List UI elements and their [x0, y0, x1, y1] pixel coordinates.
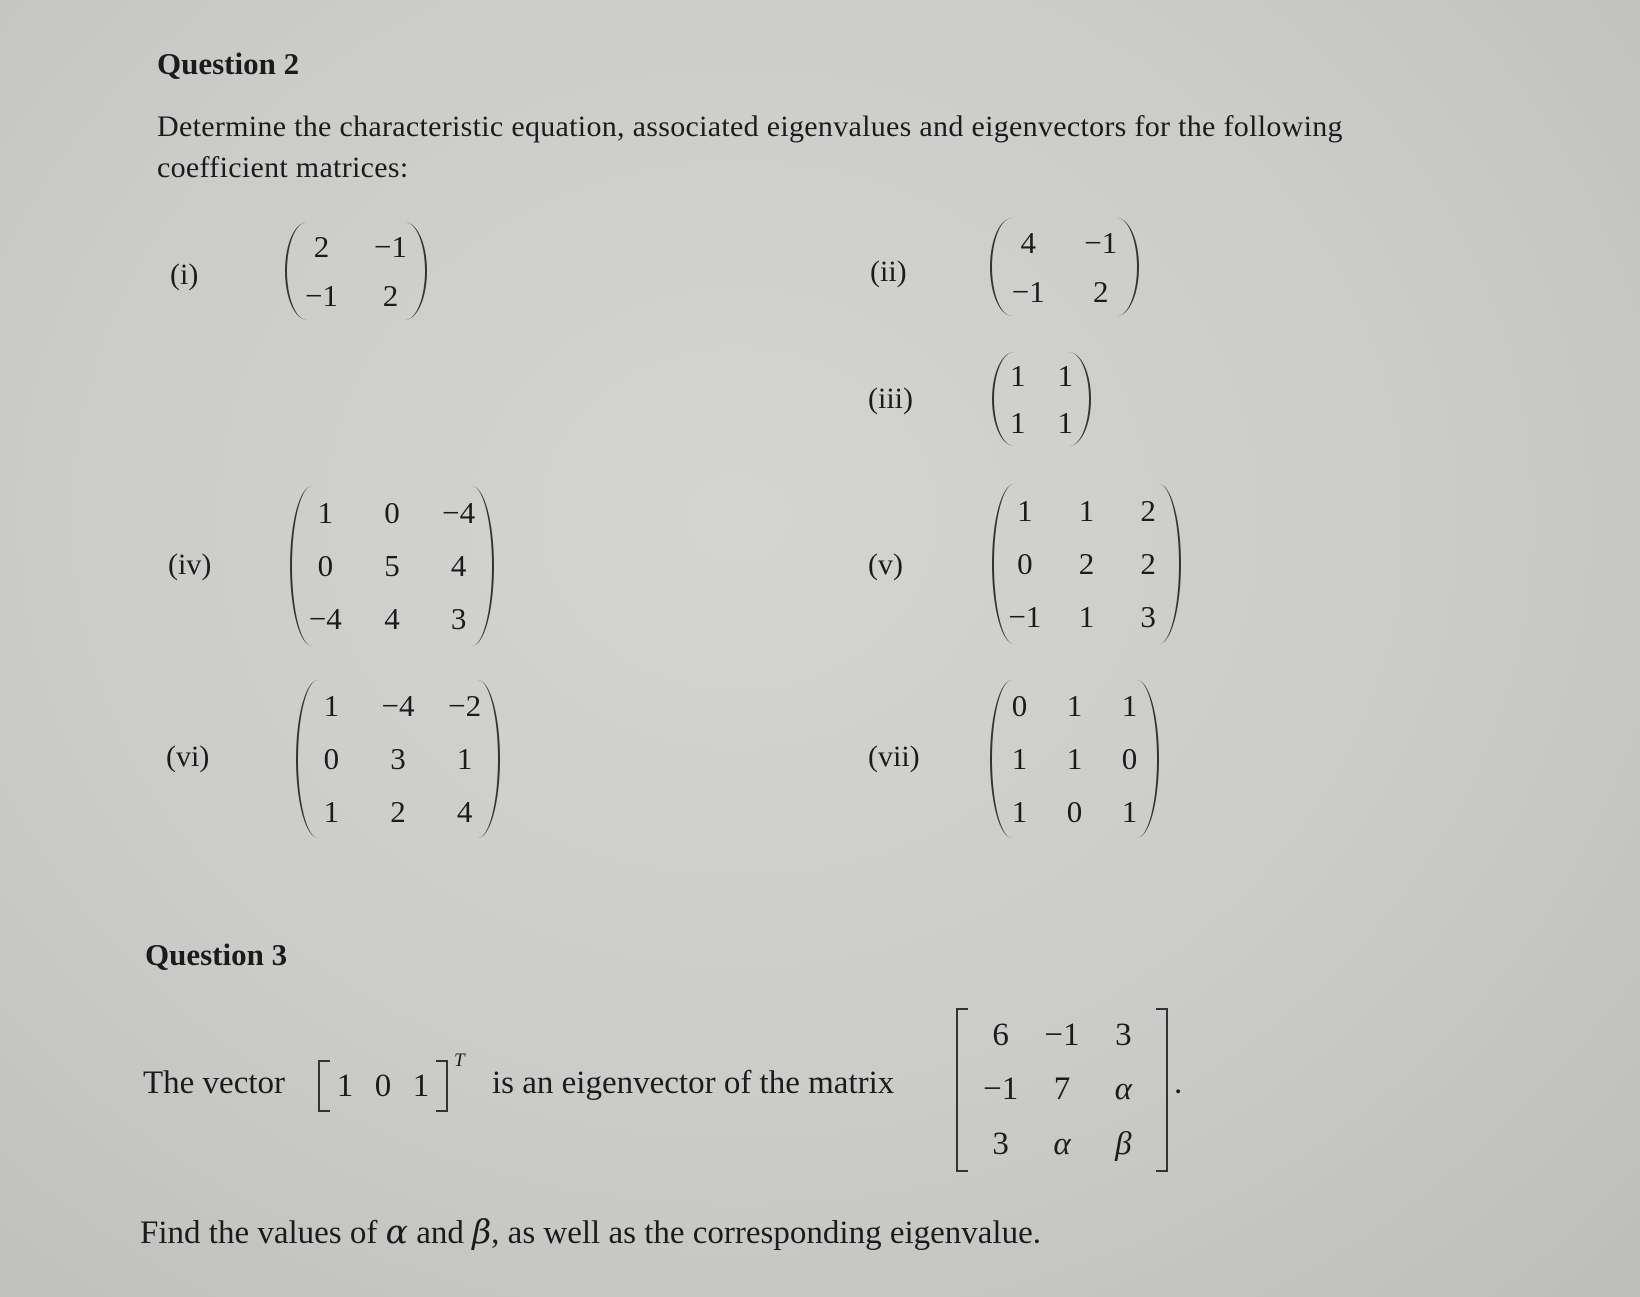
matrix-cell: 1	[1066, 740, 1083, 776]
matrix-cell: −1	[983, 1071, 1019, 1108]
question-2-instruction	[157, 106, 1577, 189]
matrix-cell: 4	[450, 547, 467, 583]
matrix-cell: 7	[1053, 1071, 1071, 1108]
matrix-cell: 1	[1010, 357, 1026, 393]
matrix-cell: 0	[1121, 740, 1138, 776]
matrix-cell: 1	[1057, 404, 1073, 440]
question-2-title: Question 2	[157, 46, 300, 81]
find-end: , as well as the corresponding eigenvalue.	[491, 1215, 1041, 1251]
matrix-cell: −4	[442, 494, 476, 530]
matrix-v	[992, 484, 1181, 644]
matrix-vii	[990, 680, 1159, 838]
matrix-cell: −1	[1084, 224, 1118, 260]
part-vi-label: (vi)	[166, 740, 210, 773]
matrix-cell: 4	[1020, 224, 1036, 260]
sentence-end: .	[1174, 1065, 1183, 1101]
matrix-cell: 6	[992, 1016, 1009, 1053]
row-vector	[318, 1060, 448, 1112]
matrix-cell: 0	[1011, 688, 1028, 724]
transpose-superscript: T	[454, 1050, 465, 1071]
matrix-iii	[992, 352, 1091, 446]
matrix-cell: 4	[384, 601, 400, 637]
instruction-line-2: coefficient matrices:	[157, 151, 409, 185]
matrix-cell-alpha: α	[1053, 1126, 1071, 1163]
matrix-cell: 1	[1011, 740, 1028, 776]
matrix-cell: 2	[390, 793, 406, 829]
matrix-cell: −4	[381, 688, 415, 724]
instruction-line-1: Determine the characteristic equation, associated eigenvalues and eigenvectors for the following	[157, 110, 1343, 143]
matrix-cell: 2	[382, 277, 399, 313]
matrix-cell: −1	[1008, 599, 1042, 635]
matrix-cell: 2	[1140, 492, 1156, 528]
matrix-cell: 0	[1066, 793, 1083, 829]
find-and: and	[416, 1215, 464, 1251]
matrix-cell: 5	[384, 547, 400, 583]
matrix-cell: 2	[1140, 545, 1156, 581]
beta-symbol: β	[472, 1212, 492, 1251]
matrix-cell: 1	[323, 688, 340, 724]
part-vii-label: (vii)	[868, 740, 920, 773]
matrix-cell-beta: β	[1115, 1126, 1132, 1163]
matrix-iv	[290, 486, 494, 646]
part-v-label: (v)	[868, 548, 903, 581]
matrix-cell: −1	[1011, 273, 1045, 309]
matrix-vi	[296, 680, 500, 838]
matrix-cell: 1	[323, 793, 340, 829]
matrix-cell: 1	[317, 494, 334, 530]
matrix-cell: 0	[1017, 545, 1033, 581]
matrix-cell: 3	[992, 1126, 1009, 1163]
matrix-cell: 2	[313, 228, 330, 264]
matrix-cell: 1	[1017, 492, 1033, 528]
vector-entry: 0	[374, 1067, 392, 1104]
matrix-cell: 2	[1093, 273, 1109, 309]
matrix-cell: −1	[305, 277, 338, 313]
matrix-cell: 0	[317, 547, 334, 583]
matrix-cell: 1	[456, 740, 473, 776]
vector-entry: 1	[336, 1067, 354, 1104]
part-ii-label: (ii)	[870, 255, 907, 288]
matrix-cell: 1	[1121, 793, 1138, 829]
matrix-cell: −4	[308, 601, 342, 637]
find-start: Find the values of	[140, 1215, 378, 1251]
part-iii-label: (iii)	[868, 382, 913, 415]
matrix-i	[285, 222, 427, 320]
matrix-cell: 0	[384, 494, 400, 530]
matrix-cell: −2	[448, 688, 482, 724]
matrix-q3	[956, 1008, 1168, 1172]
matrix-cell: 1	[1011, 793, 1028, 829]
matrix-cell: 1	[1066, 688, 1083, 724]
matrix-cell: 1	[1010, 404, 1026, 440]
sentence-mid: is an eigenvector of the matrix	[492, 1065, 895, 1101]
matrix-cell: −1	[374, 228, 407, 264]
matrix-cell: 3	[450, 601, 467, 637]
matrix-cell: 3	[390, 740, 406, 776]
matrix-cell: 4	[456, 793, 473, 829]
alpha-symbol: α	[385, 1212, 408, 1251]
part-i-label: (i)	[170, 258, 199, 291]
sentence-start: The vector	[143, 1065, 286, 1101]
matrix-cell: 1	[1078, 599, 1095, 635]
matrix-cell: 1	[1078, 492, 1095, 528]
matrix-cell: 1	[1121, 688, 1138, 724]
question-3-title: Question 3	[145, 937, 288, 972]
matrix-cell: 0	[323, 740, 340, 776]
matrix-cell: 3	[1140, 599, 1156, 635]
vector-entry: 1	[412, 1067, 430, 1104]
matrix-cell: 1	[1057, 357, 1073, 393]
matrix-cell: 3	[1115, 1016, 1132, 1053]
part-iv-label: (iv)	[168, 548, 212, 581]
find-line	[140, 1212, 1041, 1252]
matrix-cell: −1	[1044, 1016, 1080, 1053]
matrix-cell-alpha: α	[1114, 1071, 1132, 1108]
matrix-ii	[990, 218, 1139, 316]
matrix-cell: 2	[1078, 545, 1095, 581]
